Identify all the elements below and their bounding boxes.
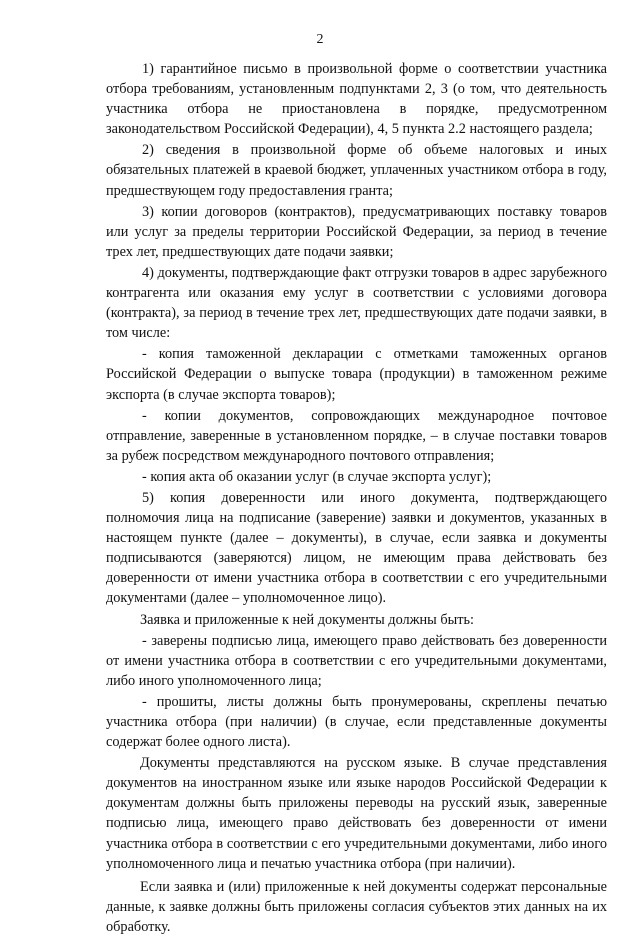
paragraph-personal-data: Если заявка и (или) приложенные к ней документы содержат персональные данные, к заявке должны быть приложены согласия субъектов этих данных на их обработку. (106, 878, 607, 935)
paragraph-dash-postal-documents: - копии документов, сопровождающих международное почтовое отправление, заверенные в установленном порядке, – в случае поставки товаров за рубеж посредством международного почтового отправления; (106, 407, 607, 464)
paragraph-dash-customs-declaration: - копия таможенной декларации с отметками таможенных органов Российской Федерации о выпуске товара (продукции) в таможенном режиме экспорта (в случае экспорта товаров); (106, 346, 607, 403)
paragraph-requirements-intro: Заявка и приложенные к ней документы должны быть: (140, 611, 474, 628)
paragraph-dash-signed: - заверены подписью лица, имеющего право действовать без доверенности от имени участника отбора в соответствии с его учредительными документами, либо иного уполномоченного лица; (106, 632, 607, 689)
paragraph-item-3: 3) копии договоров (контрактов), предусматривающих поставку товаров или услуг за пределы территории Российской Федерации, за период в течение трех лет, предшествующих дате подачи заявки; (106, 203, 607, 260)
paragraph-dash-services-act: - копия акта об оказании услуг (в случае экспорта услуг); (142, 468, 492, 485)
paragraph-language: Документы представляются на русском языке. В случае представления документов на иностранном языке или языке народов Российской Федерации к документам должны быть приложены переводы на русский язык, заверенные подписью лица, имеющего право действовать без доверенности от имени участника отбора в соответствии с его учредительными документами, либо иного уполномоченного лица и печатью участника отбора (при наличии). (106, 755, 607, 872)
paragraph-item-2: 2) сведения в произвольной форме об объеме налоговых и иных обязательных платежей в краевой бюджет, уплаченных участником отбора в году, предшествующем году предоставления гранта; (106, 142, 607, 199)
paragraph-item-5: 5) копия доверенности или иного документа, подтверждающего полномочия лица на подписание (заверение) заявки и документов, указанных в настоящем пункте (далее – документы), в случае, если заявка и документы подписываются (заверяются) лицом, не имеющим права действовать без доверенности от имени участника отбора в соответствии с его учредительными документами (далее – уполномоченное лицо). (106, 489, 607, 607)
page-number: 2 (316, 32, 324, 47)
document-body (106, 59, 607, 938)
paragraph-item-1: 1) гарантийное письмо в произвольной форме о соответствии участника отбора требованиям, установленным подпунктами 2, 3 (о том, что деятельность участника отбора не приостановлена в порядке, предусмотренном законодательством Российской Федерации), 4, 5 пункта 2.2 настоящего раздела; (106, 61, 607, 138)
paragraph-item-4: 4) документы, подтверждающие факт отгрузки товаров в адрес зарубежного контрагента или оказания ему услуг в соответствии с условиями договора (контракта), за период в течение трех лет, предшествующих дате подачи заявки, в том числе: (106, 264, 607, 342)
paragraph-dash-bound: - прошиты, листы должны быть пронумерованы, скреплены печатью участника отбора (при наличии) (в случае, если представленные документы содержат более одного листа). (106, 693, 607, 751)
